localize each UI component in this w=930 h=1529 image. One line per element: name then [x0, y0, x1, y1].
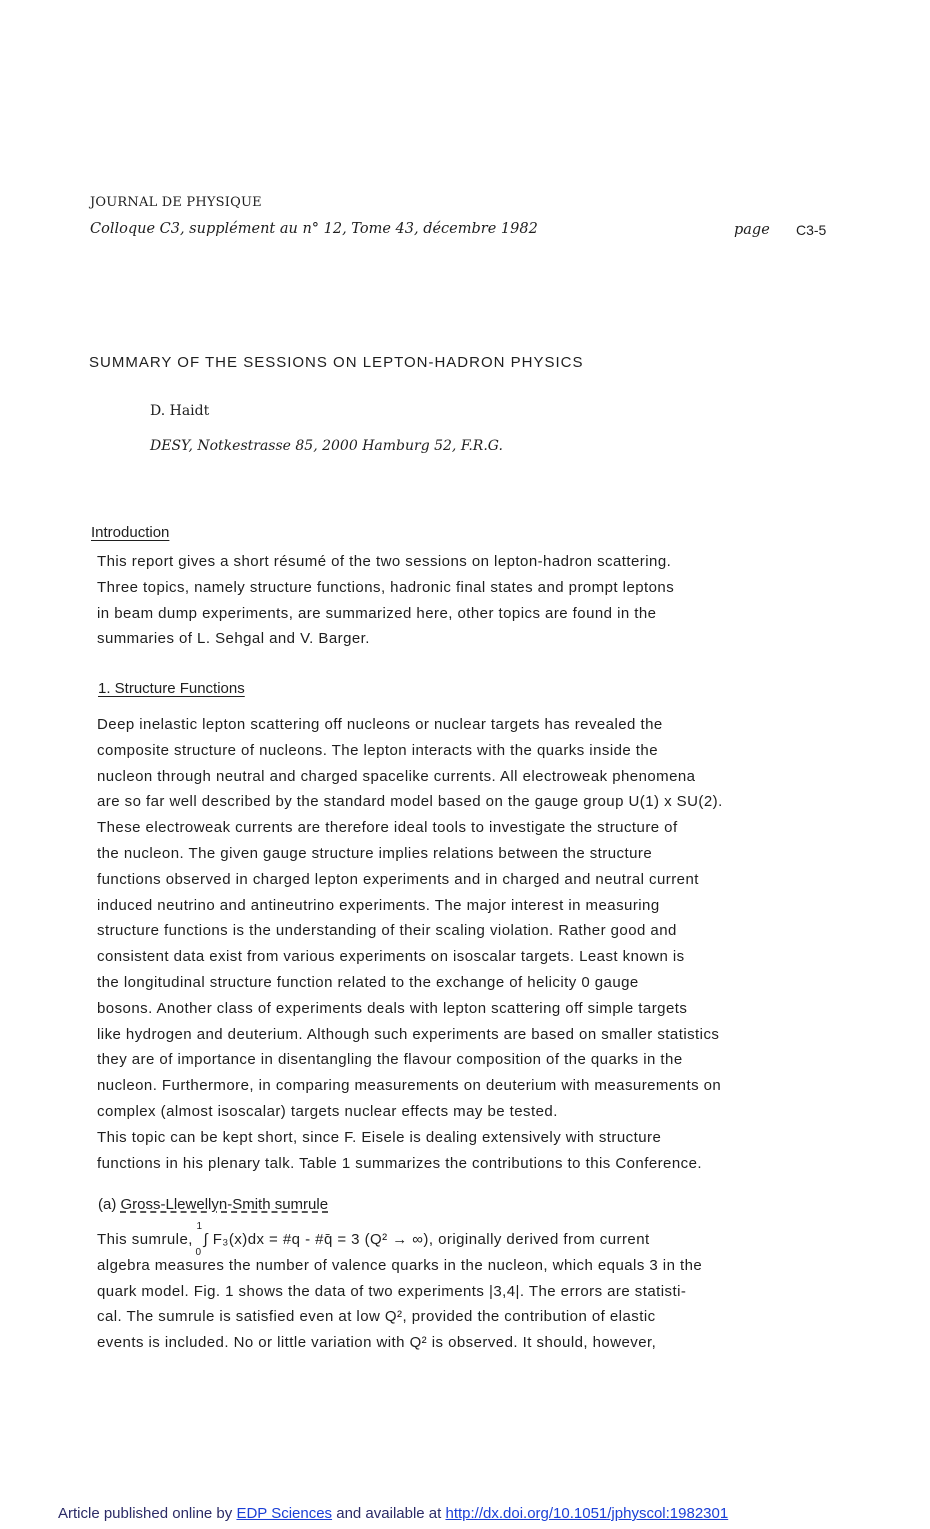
text-line: they are of importance in disentangling the flavour composition of the quarks in the: [97, 1051, 683, 1069]
text-line: This report gives a short résumé of the two sessions on lepton-hadron scattering.: [97, 553, 672, 570]
text-line: the nucleon. The given gauge structure implies relations between the structure: [97, 844, 653, 862]
section1-paragraph: [97, 712, 857, 1176]
footer-middle: and available at: [332, 1505, 446, 1522]
text-line: cal. The sumrule is satisfied even at low Q², provided the contribution of elastic: [97, 1308, 656, 1326]
text-line: structure functions is the understanding of their scaling violation. Rather good and: [97, 922, 677, 940]
text-line: are so far well described by the standard model based on the gauge group U(1) x SU(2).: [97, 793, 723, 811]
text-line: quark model. Fig. 1 shows the data of two experiments |3,4|. The errors are statisti-: [97, 1282, 687, 1300]
page-label: page: [734, 222, 770, 238]
journal-citation: Colloque C3, supplément au n° 12, Tome 43, décembre 1982: [90, 221, 538, 237]
text-line: Three topics, namely structure functions, hadronic final states and prompt leptons: [97, 578, 675, 596]
text-line: nucleon through neutral and charged spacelike currents. All electroweak phenomena: [97, 767, 696, 785]
text-line: These electroweak currents are therefore ideal tools to investigate the structure of: [97, 819, 678, 837]
text-line: composite structure of nucleons. The lepton interacts with the quarks inside the: [97, 741, 659, 759]
text-line: Deep inelastic lepton scattering off nucleons or nuclear targets has revealed the: [97, 716, 663, 733]
publication-footer: [58, 1505, 728, 1522]
text-line: events is included. No or little variation with Q² is observed. It should, however,: [97, 1334, 657, 1352]
author-affiliation: DESY, Notkestrasse 85, 2000 Hamburg 52, F.R.G.: [150, 438, 503, 454]
text-line: summaries of L. Sehgal and V. Barger.: [97, 630, 370, 648]
text-line: complex (almost isoscalar) targets nuclear effects may be tested.: [97, 1102, 558, 1120]
formula-body: F₃(x)dx = #q - #q̄ = 3 (Q² → ∞), originally derived from current: [212, 1231, 650, 1248]
paper-title: SUMMARY OF THE SESSIONS ON LEPTON-HADRON PHYSICS: [89, 354, 584, 371]
text-line: nucleon. Furthermore, in comparing measurements on deuterium with measurements on: [97, 1077, 722, 1095]
text-line: functions observed in charged lepton experiments and in charged and neutral current: [97, 870, 699, 888]
text-line: This topic can be kept short, since F. Eisele is dealing extensively with structure: [97, 1128, 662, 1146]
doi-link[interactable]: http://dx.doi.org/10.1051/jphyscol:1982301: [445, 1505, 729, 1522]
subsection-heading-gls: [98, 1196, 328, 1213]
integral-sign: ∫ 1 0: [204, 1231, 209, 1248]
journal-name: JOURNAL DE PHYSIQUE: [90, 195, 262, 210]
text-line: bosons. Another class of experiments deals with lepton scattering off simple targets: [97, 999, 688, 1017]
text-line: induced neutrino and antineutrino experiments. The major interest in measuring: [97, 896, 660, 914]
formula-line: [97, 1221, 857, 1258]
formula-intro: This sumrule,: [97, 1231, 193, 1248]
text-line: algebra measures the number of valence quarks in the nucleon, which equals 3 in the: [97, 1256, 703, 1274]
footer-prefix: Article published online by: [58, 1505, 237, 1522]
integral-upper-limit: 1: [196, 1221, 203, 1232]
subsection-prefix: (a): [98, 1196, 121, 1213]
text-line: consistent data exist from various experiments on isoscalar targets. Least known is: [97, 948, 685, 966]
edp-sciences-link[interactable]: EDP Sciences: [236, 1505, 333, 1522]
text-line: like hydrogen and deuterium. Although such experiments are based on smaller statistics: [97, 1025, 720, 1043]
subsection-title: Gross-Llewellyn-Smith sumrule: [120, 1196, 329, 1213]
subsection-a-paragraph: [97, 1221, 857, 1356]
page-number: C3-5: [796, 222, 827, 238]
intro-heading: Introduction: [91, 524, 170, 541]
intro-paragraph: [97, 549, 857, 652]
text-line: in beam dump experiments, are summarized here, other topics are found in the: [97, 604, 657, 622]
text-line: the longitudinal structure function related to the exchange of helicity 0 gauge: [97, 973, 639, 991]
integral-lower-limit: 0: [195, 1247, 202, 1258]
author-name: D. Haidt: [150, 403, 210, 419]
section-heading-structure-functions: 1. Structure Functions: [98, 680, 245, 697]
text-line: functions in his plenary talk. Table 1 summarizes the contributions to this Conference.: [97, 1154, 702, 1172]
